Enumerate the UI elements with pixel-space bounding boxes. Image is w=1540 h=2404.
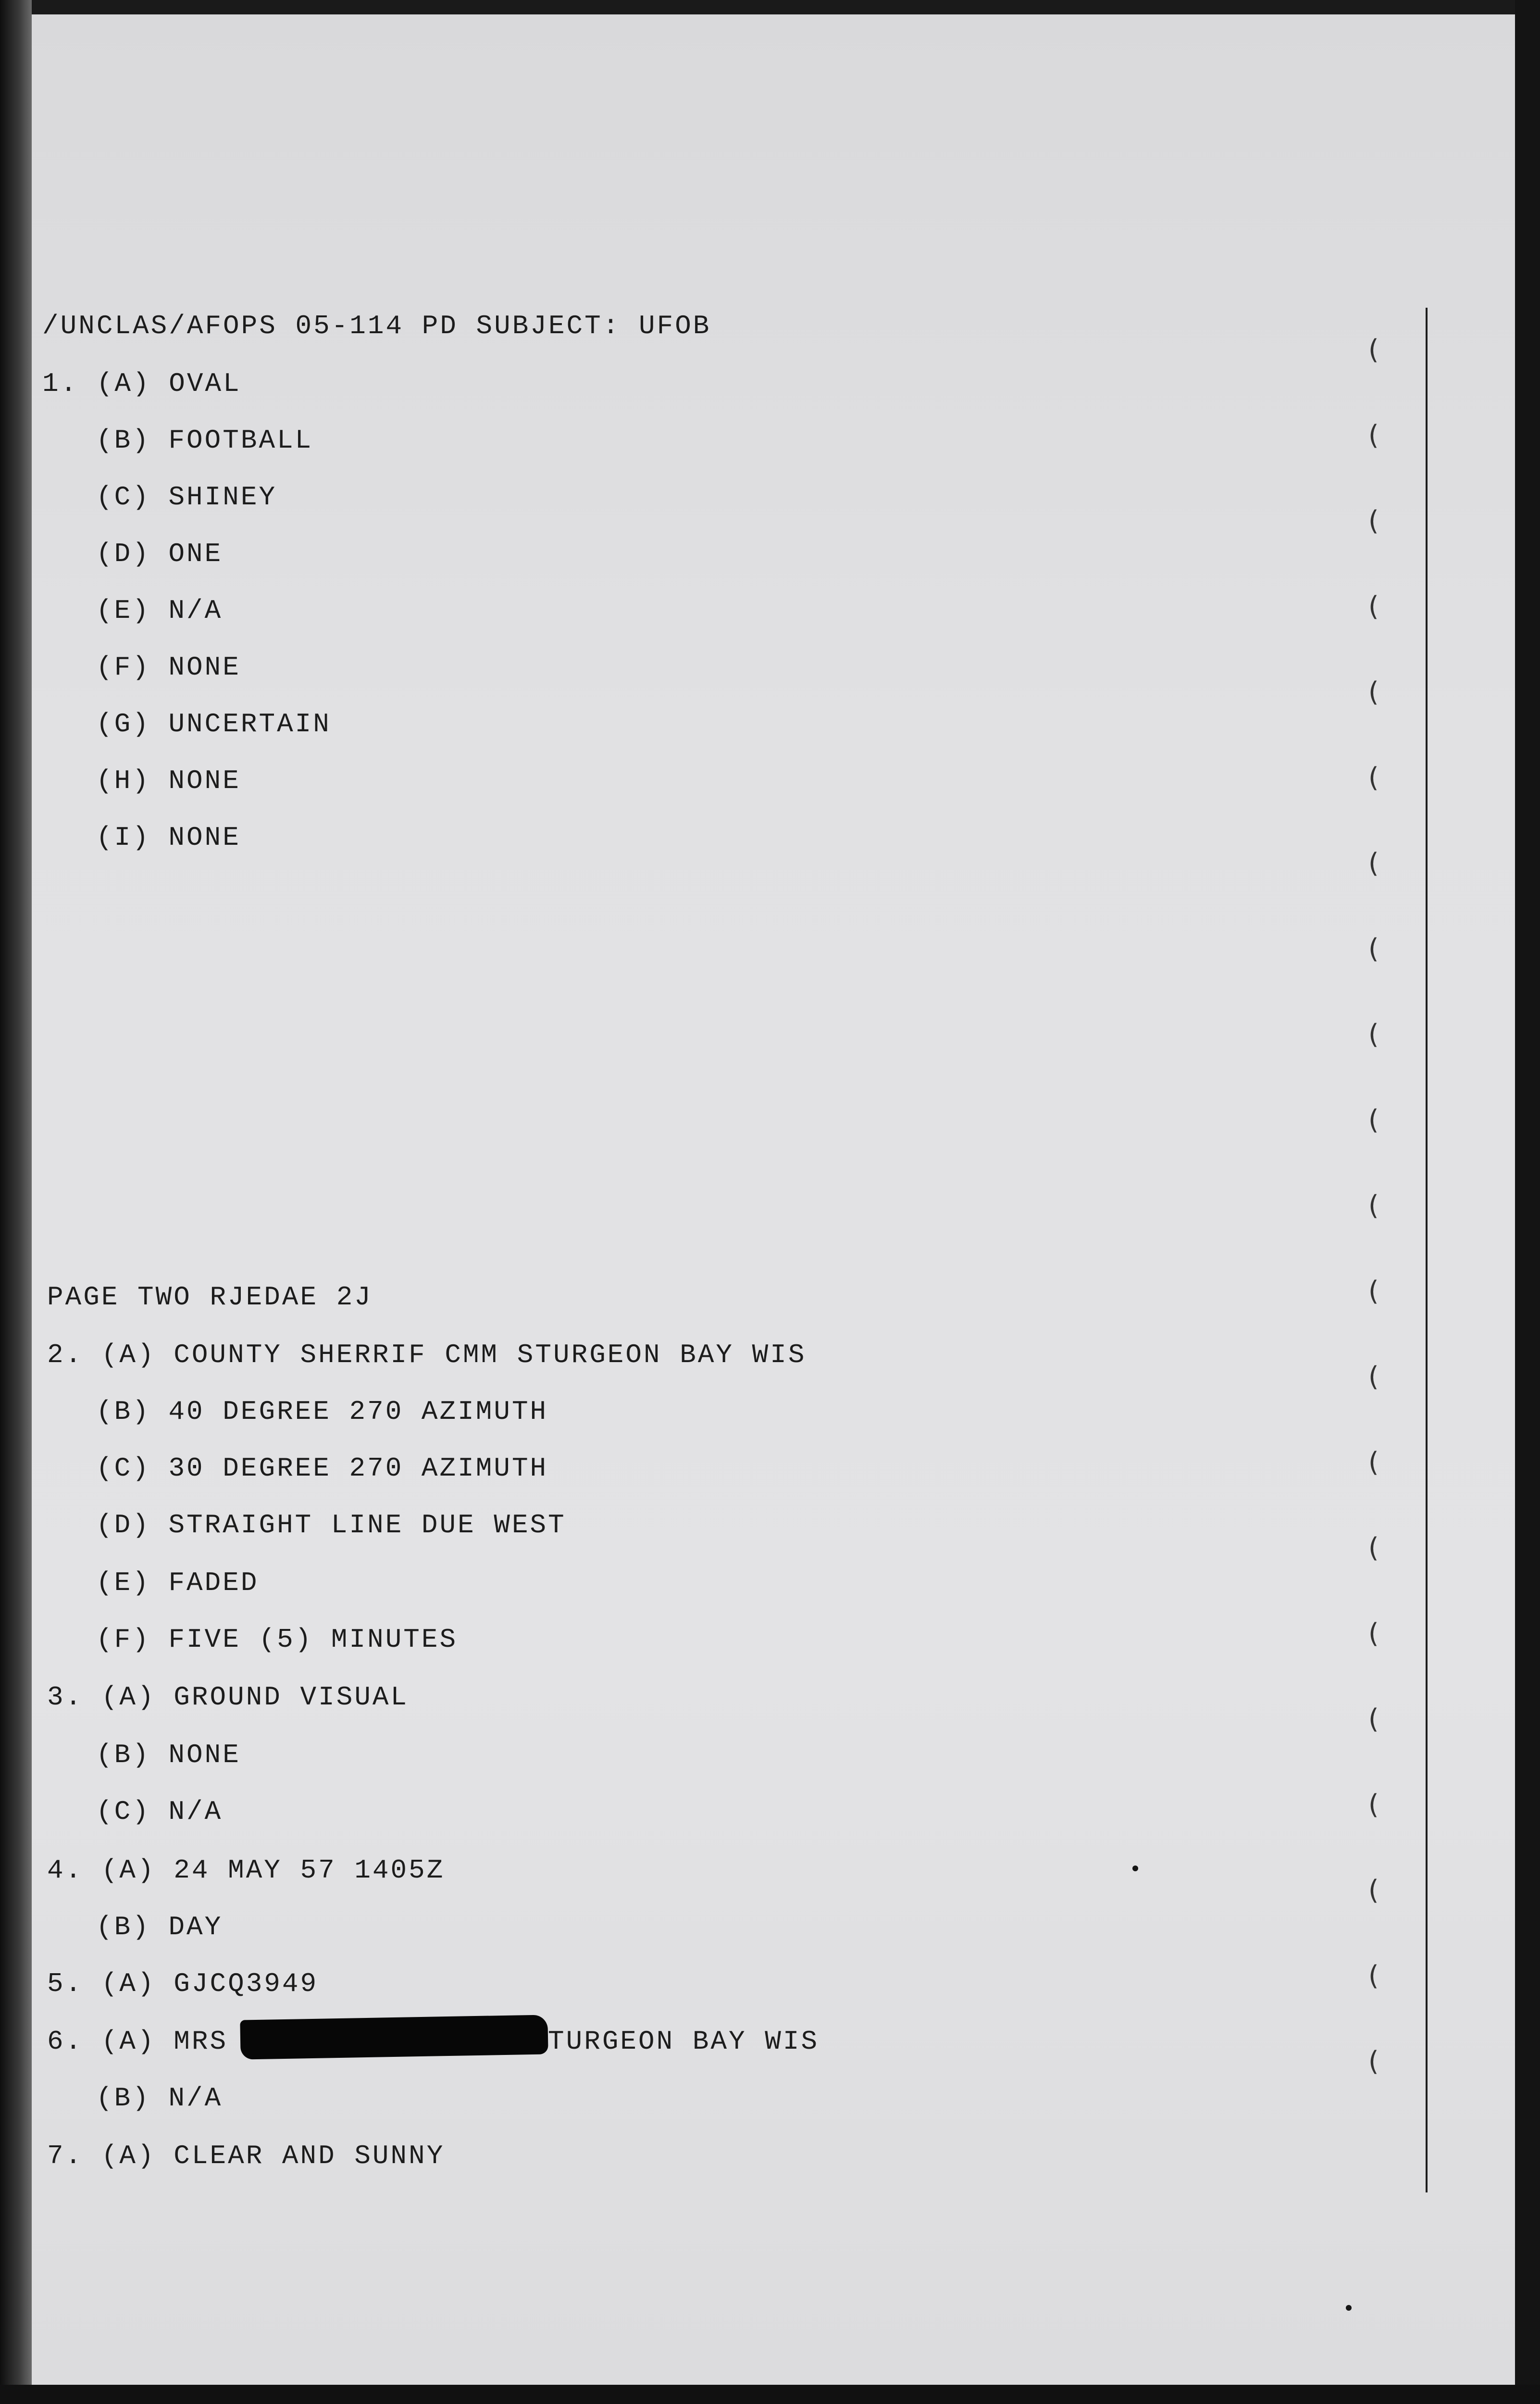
item-label: (C) — [96, 1796, 150, 1827]
section-2-line-d — [96, 1512, 566, 1539]
tractor-feed-hole: ( — [1365, 1960, 1381, 1991]
item-value: OVAL — [169, 368, 241, 399]
item-value: 30 DEGREE 270 AZIMUTH — [168, 1453, 548, 1484]
item-value: COUNTY SHERRIF CMM STURGEON BAY WIS — [174, 1340, 807, 1370]
section-1-line-i — [96, 824, 241, 851]
tractor-feed-hole: ( — [1365, 334, 1381, 365]
item-label: (H) — [96, 765, 150, 796]
tractor-feed-hole: ( — [1365, 591, 1381, 622]
section-4-line-a — [47, 1857, 445, 1884]
item-label: (I) — [96, 822, 150, 853]
item-label: (B) — [96, 1912, 150, 1942]
item-label: (A) — [101, 1968, 156, 1999]
tractor-feed-hole: ( — [1365, 1875, 1381, 1906]
tractor-feed-hole: ( — [1365, 1019, 1381, 1050]
item-label: (A) — [101, 1682, 156, 1713]
item-label: (A) — [101, 2141, 156, 2171]
tractor-feed-hole: ( — [1365, 420, 1381, 451]
item-value: FADED — [168, 1567, 259, 1598]
item-value: GJCQ3949 — [174, 1968, 319, 1999]
tractor-feed-hole: ( — [1365, 676, 1381, 708]
section-2-line-e — [96, 1569, 259, 1596]
section-1-line-d — [96, 540, 223, 567]
item-label: (A) — [101, 1855, 156, 1886]
section-number: 7. — [47, 2141, 84, 2171]
item-label: (C) — [96, 1453, 150, 1484]
tractor-feed-hole: ( — [1365, 1276, 1381, 1307]
item-value: ONE — [168, 538, 223, 569]
item-value: N/A — [168, 595, 223, 626]
tractor-feed-hole: ( — [1365, 933, 1381, 964]
item-label: (B) — [96, 2083, 150, 2114]
item-value: NONE — [168, 1740, 241, 1770]
section-1-line-h — [96, 767, 241, 794]
section-number: 1. — [42, 368, 79, 399]
section-1-line-a — [42, 370, 241, 397]
tractor-feed-hole: ( — [1365, 1104, 1381, 1136]
item-value: 24 MAY 57 1405Z — [174, 1855, 445, 1886]
section-5-line-a — [47, 1970, 318, 1997]
item-value-prefix: MRS — [174, 2026, 228, 2057]
item-value: SHINEY — [168, 482, 277, 513]
tractor-feed-hole: ( — [1365, 762, 1381, 793]
item-label: (E) — [96, 595, 150, 626]
tractor-feed-hole: ( — [1365, 505, 1381, 537]
item-value: NONE — [168, 765, 241, 796]
item-value: NONE — [168, 652, 241, 683]
item-label: (B) — [96, 425, 150, 456]
tractor-feed-hole: ( — [1365, 2046, 1381, 2077]
scan-speck — [1132, 1866, 1138, 1871]
scan-top-edge — [0, 0, 1540, 14]
item-label: (B) — [96, 1396, 150, 1427]
section-1-line-b — [96, 427, 313, 454]
item-label: (A) — [96, 368, 151, 399]
tractor-feed-hole: ( — [1365, 1447, 1381, 1478]
section-1-line-f — [96, 654, 241, 681]
item-label: (F) — [96, 1624, 150, 1655]
item-value: NONE — [168, 822, 241, 853]
item-value: CLEAR AND SUNNY — [174, 2141, 445, 2171]
tractor-feed-hole: ( — [1365, 1618, 1381, 1649]
page-two-header: PAGE TWO RJEDAE 2J — [47, 1282, 373, 1313]
item-label: (A) — [101, 2026, 156, 2057]
section-number: 5. — [47, 1968, 84, 1999]
section-4-line-b — [96, 1914, 223, 1941]
section-2-line-f — [96, 1626, 458, 1653]
item-value: DAY — [168, 1912, 223, 1942]
section-2-line-b — [96, 1398, 548, 1425]
section-6-line-a — [47, 2028, 228, 2055]
item-label: (E) — [96, 1567, 150, 1598]
item-label: (D) — [96, 538, 150, 569]
tractor-feed-hole: ( — [1365, 1703, 1381, 1735]
item-value: GROUND VISUAL — [174, 1682, 409, 1713]
item-value: UNCERTAIN — [168, 709, 331, 739]
item-label: (G) — [96, 709, 150, 739]
section-7-line-a — [47, 2142, 445, 2169]
tractor-feed-hole: ( — [1365, 848, 1381, 879]
item-value: FIVE (5) MINUTES — [168, 1624, 458, 1655]
redaction-bar — [240, 2015, 548, 2059]
item-label: (A) — [101, 1340, 156, 1370]
item-value: N/A — [168, 1796, 223, 1827]
section-3-line-a — [47, 1684, 409, 1711]
scan-right-edge — [1515, 0, 1540, 2404]
section-3-line-b — [96, 1741, 241, 1768]
scan-speck — [1346, 2305, 1352, 2311]
item-value: N/A — [168, 2083, 223, 2114]
section-number: 2. — [47, 1340, 84, 1370]
section-2-line-a — [47, 1341, 806, 1368]
item-label: (C) — [96, 482, 150, 513]
section-6-line-b — [96, 2085, 223, 2112]
item-label: (B) — [96, 1740, 150, 1770]
section-number: 6. — [47, 2026, 84, 2057]
section-number: 3. — [47, 1682, 84, 1713]
section-6-line-a-suffix: TURGEON BAY WIS — [548, 2026, 820, 2057]
section-number: 4. — [47, 1855, 84, 1886]
tractor-feed-hole: ( — [1365, 1532, 1381, 1564]
section-3-line-c — [96, 1798, 223, 1825]
tractor-feed-margin-line — [1426, 308, 1428, 2192]
item-label: (F) — [96, 652, 150, 683]
message-header: /UNCLAS/AFOPS 05-114 PD SUBJECT: UFOB — [42, 311, 711, 341]
section-1-line-e — [96, 597, 223, 624]
scan-bottom-edge — [0, 2385, 1540, 2404]
item-value: 40 DEGREE 270 AZIMUTH — [168, 1396, 548, 1427]
tractor-feed-hole: ( — [1365, 1361, 1381, 1392]
section-1-line-c — [96, 484, 277, 511]
tractor-feed-hole: ( — [1365, 1789, 1381, 1820]
scan-left-edge — [0, 0, 32, 2404]
item-label: (D) — [96, 1510, 150, 1540]
section-2-line-c — [96, 1455, 548, 1482]
item-value: FOOTBALL — [168, 425, 313, 456]
tractor-feed-hole: ( — [1365, 1190, 1381, 1221]
section-1-line-g — [96, 711, 331, 738]
item-value: STRAIGHT LINE DUE WEST — [168, 1510, 566, 1540]
